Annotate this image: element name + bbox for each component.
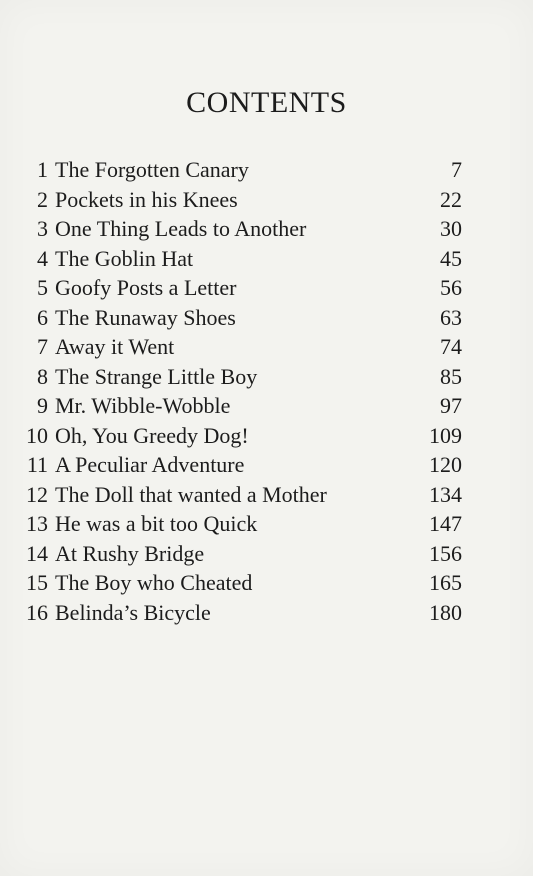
- toc-entry: [18, 332, 462, 362]
- chapter-number: 9: [37, 393, 48, 418]
- toc-entry: [18, 303, 462, 333]
- page-number: 63: [440, 304, 462, 330]
- page-number: 147: [429, 511, 462, 536]
- toc-entry: [18, 185, 462, 215]
- page-number: 30: [440, 216, 462, 241]
- chapter-title: A Peculiar Adventure: [55, 452, 245, 477]
- toc-entry: [18, 155, 462, 185]
- chapter-number: 3: [37, 216, 48, 241]
- chapter-number: 12: [26, 481, 48, 507]
- page-number: 156: [429, 540, 462, 566]
- toc-entry: [18, 450, 462, 480]
- chapter-number: 5: [37, 275, 48, 300]
- chapter-number: 15: [26, 570, 48, 595]
- page-number: 85: [440, 363, 462, 389]
- chapter-title: Pockets in his Knees: [55, 186, 238, 212]
- toc-entry: [18, 480, 462, 510]
- chapter-number: 10: [26, 422, 48, 448]
- page-title: CONTENTS: [186, 86, 347, 119]
- chapter-number: 6: [37, 304, 48, 330]
- chapter-title: The Forgotten Canary: [55, 157, 249, 182]
- page-number: 74: [440, 334, 462, 359]
- chapter-number: 11: [26, 452, 48, 477]
- toc-entry: [18, 214, 462, 244]
- page-number: 120: [429, 452, 462, 477]
- page-number: 134: [429, 481, 462, 507]
- toc-entry: [18, 509, 462, 539]
- chapter-title: The Doll that wanted a Mother: [55, 481, 327, 507]
- chapter-title: Belinda’s Bicycle: [55, 599, 211, 625]
- toc-entry: [18, 273, 462, 303]
- chapter-number: 8: [37, 363, 48, 389]
- toc-entry: [18, 391, 462, 421]
- toc-entry: [18, 598, 462, 628]
- chapter-number: 1: [37, 157, 48, 182]
- chapter-title: Oh, You Greedy Dog!: [55, 422, 249, 448]
- chapter-number: 14: [26, 540, 48, 566]
- toc-entry: [18, 244, 462, 274]
- chapter-title: The Boy who Cheated: [55, 570, 253, 595]
- chapter-number: 4: [37, 245, 48, 271]
- chapter-number: 2: [37, 186, 48, 212]
- toc-entry: [18, 568, 462, 598]
- toc-entry: [18, 539, 462, 569]
- chapter-number: 7: [37, 334, 48, 359]
- chapter-title: Goofy Posts a Letter: [55, 275, 237, 300]
- chapter-title: One Thing Leads to Another: [55, 216, 307, 241]
- chapter-title: Mr. Wibble-Wobble: [55, 393, 231, 418]
- page-number: 7: [451, 157, 462, 182]
- chapter-title: The Goblin Hat: [55, 245, 194, 271]
- table-of-contents: [18, 155, 462, 627]
- toc-entry: [18, 421, 462, 451]
- chapter-number: 16: [26, 599, 48, 625]
- page-number: 109: [429, 422, 462, 448]
- chapter-title: At Rushy Bridge: [55, 540, 205, 566]
- chapter-title: The Runaway Shoes: [55, 304, 236, 330]
- page-number: 165: [429, 570, 462, 595]
- page-number: 56: [440, 275, 462, 300]
- toc-entry: [18, 362, 462, 392]
- page-number: 180: [429, 599, 462, 625]
- page-number: 22: [440, 186, 462, 212]
- chapter-title: The Strange Little Boy: [55, 363, 258, 389]
- chapter-title: Away it Went: [55, 334, 175, 359]
- page-number: 97: [440, 393, 462, 418]
- chapter-number: 13: [26, 511, 48, 536]
- page-number: 45: [440, 245, 462, 271]
- chapter-title: He was a bit too Quick: [55, 511, 258, 536]
